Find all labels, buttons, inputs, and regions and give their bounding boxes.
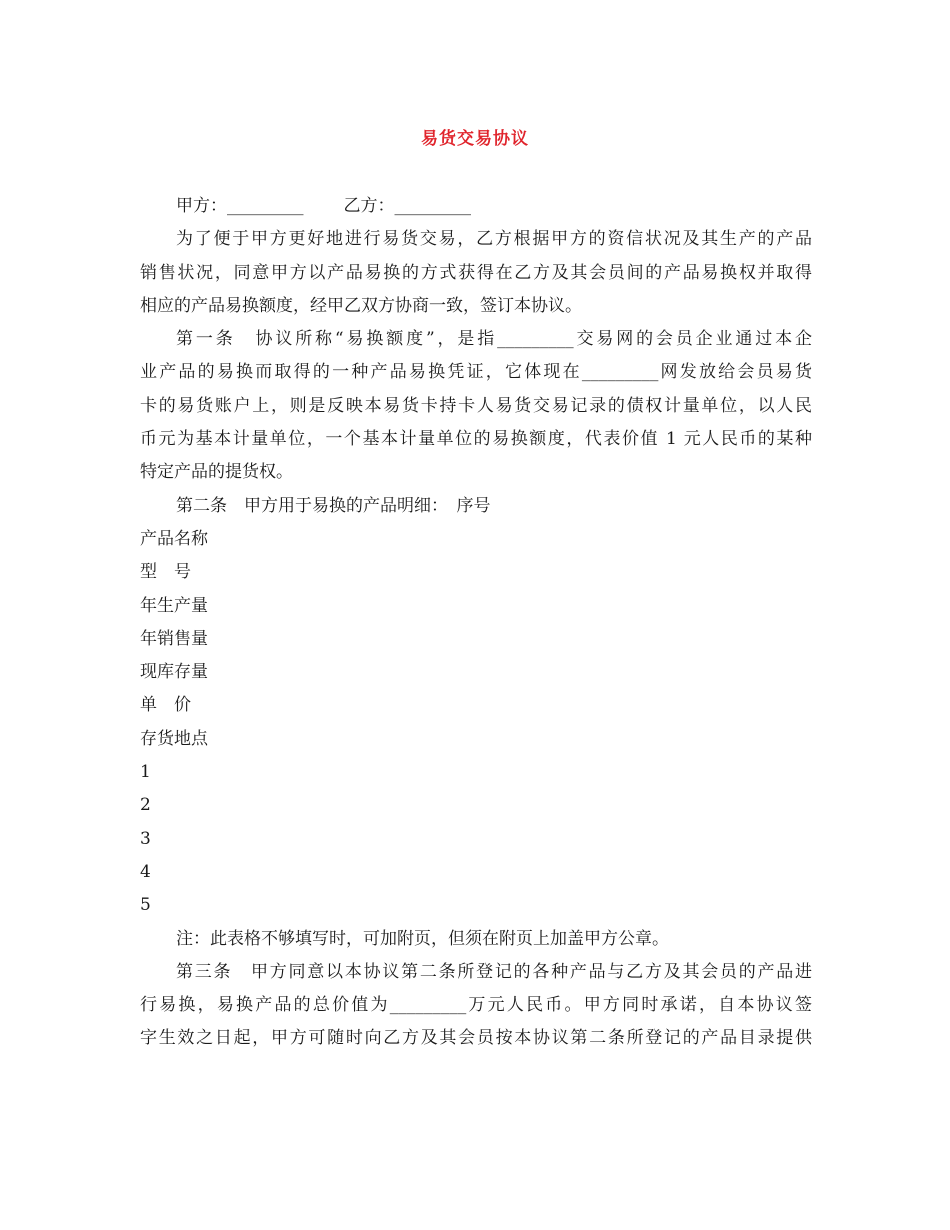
article-1-line-2: 业产品的易换而取得的一种产品易换凭证，它体现在_________网发放给会员易货 — [140, 362, 812, 383]
preamble-line-2: 销售状况，同意甲方以产品易换的方式获得在乙方及其会员间的产品易换权并取得 — [140, 262, 812, 283]
article-3-line-2: 行易换，易换产品的总价值为_________万元人民币。甲方同时承诺，自本协议签 — [140, 995, 812, 1016]
table-header-annual-sales: 年销售量 — [140, 628, 208, 649]
table-note: 注：此表格不够填写时，可加附页，但须在附页上加盖甲方公章。 — [176, 928, 669, 949]
preamble-line-3: 相应的产品易换额度，经甲乙双方协商一致，签订本协议。 — [140, 295, 582, 316]
party-a-field: 甲方：_________ — [176, 196, 304, 216]
table-row-number: 1 — [140, 762, 151, 783]
table-header-unit-price: 单 价 — [140, 695, 191, 716]
table-header-current-stock: 现库存量 — [140, 662, 208, 683]
party-b-field: 乙方：_________ — [343, 196, 471, 216]
parties-line — [140, 190, 812, 223]
table-header-storage-location: 存货地点 — [140, 728, 208, 749]
table-header-model: 型 号 — [140, 562, 191, 583]
table-row-number: 2 — [140, 795, 151, 816]
table-row-number: 4 — [140, 861, 151, 882]
table-row-number: 5 — [140, 895, 151, 916]
article-3-line-3: 字生效之日起，甲方可随时向乙方及其会员按本协议第二条所登记的产品目录提供 — [140, 1028, 812, 1049]
table-header-annual-production: 年生产量 — [140, 595, 208, 616]
document-title: 易货交易协议 — [421, 129, 529, 149]
article-1-line-3: 卡的易货账户上，则是反映本易货卡持卡人易货交易记录的债权计量单位，以人民 — [140, 395, 812, 416]
article-1-line-5: 特定产品的提货权。 — [140, 462, 293, 483]
article-1-line-4: 币元为基本计量单位，一个基本计量单位的易换额度，代表价值 1 元人民币的某种 — [140, 429, 812, 450]
preamble-line-1: 为了便于甲方更好地进行易货交易，乙方根据甲方的资信状况及其生产的产品 — [176, 229, 812, 250]
article-2-line: 第二条 甲方用于易换的产品明细： 序号 — [176, 495, 491, 516]
document-body — [140, 190, 812, 1056]
article-1-line-1: 第一条 协议所称“易换额度”，是指_________交易网的会员企业通过本企 — [176, 329, 812, 350]
article-3-line-1: 第三条 甲方同意以本协议第二条所登记的各种产品与乙方及其会员的产品进 — [176, 961, 812, 982]
table-header-product-name: 产品名称 — [140, 528, 208, 549]
table-row-number: 3 — [140, 828, 151, 849]
